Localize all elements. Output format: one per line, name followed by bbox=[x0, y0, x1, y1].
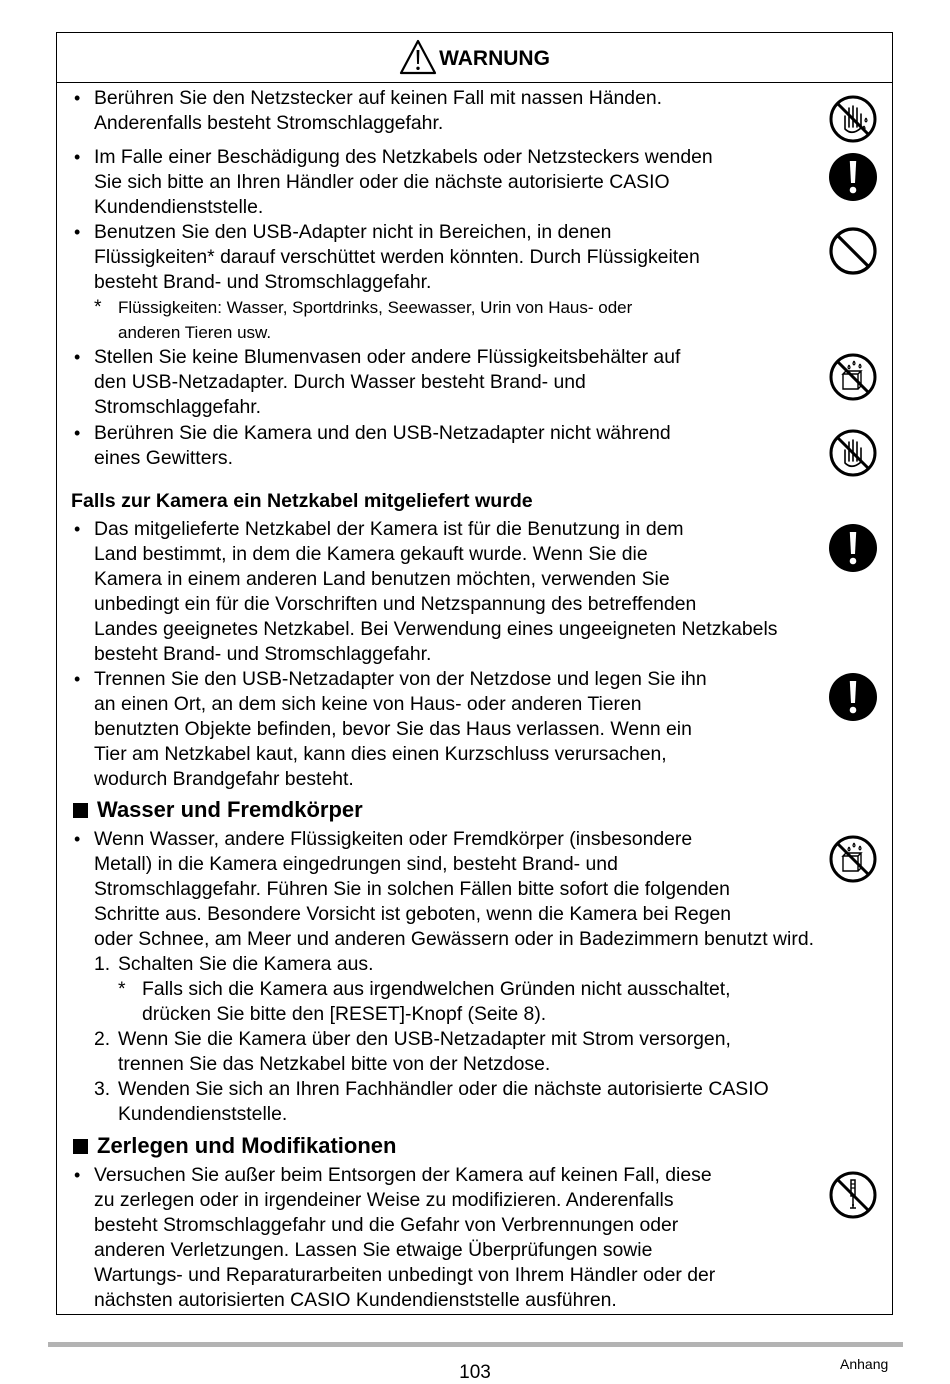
cord-item-2-line-1: Trennen Sie den USB-Netzadapter von der Netzdose und legen Sie ihn bbox=[94, 668, 707, 690]
warning-title: WARNUNG bbox=[439, 47, 550, 70]
step-2-line-1: Wenn Sie die Kamera über den USB-Netzadapter mit Strom versorgen, bbox=[118, 1028, 731, 1050]
no-disassembly-icon bbox=[828, 1170, 878, 1220]
cord-item-2-line-2: an einen Ort, an dem sich keine von Haus- oder anderen Tieren bbox=[94, 693, 642, 715]
disassembly-line-6: nächsten autorisierten CASIO Kundendienststelle ausführen. bbox=[94, 1289, 617, 1311]
disassembly-line-5: Wartungs- und Reparaturarbeiten unbedingt von Ihrem Händler oder der bbox=[94, 1264, 716, 1286]
item-1-line-2: Anderenfalls besteht Stromschlaggefahr. bbox=[94, 112, 444, 134]
step-1-text: Schalten Sie die Kamera aus. bbox=[118, 953, 374, 975]
item-3-line-3: besteht Brand- und Stromschlaggefahr. bbox=[94, 271, 432, 293]
cord-item-2-line-5: wodurch Brandgefahr besteht. bbox=[94, 768, 354, 790]
bullet: • bbox=[74, 147, 81, 167]
step-2-line-2: trennen Sie das Netzkabel bitte von der Netzdose. bbox=[118, 1053, 551, 1075]
cord-item-2-line-4: Tier am Netzkabel kaut, kann dies einen Kurzschluss verursachen, bbox=[94, 743, 667, 765]
item-4-line-2: den USB-Netzadapter. Durch Wasser besteht Brand- und bbox=[94, 371, 586, 393]
bullet: • bbox=[74, 423, 81, 443]
cord-item-1-line-2: Land bestimmt, in dem die Kamera gekauft wurde. Wenn Sie die bbox=[94, 543, 648, 565]
power-cord-heading: Falls zur Kamera ein Netzkabel mitgeliefert wurde bbox=[71, 490, 533, 512]
bullet: • bbox=[74, 669, 81, 689]
item-1-line-1: Berühren Sie den Netzstecker auf keinen Fall mit nassen Händen. bbox=[94, 87, 663, 109]
do-not-touch-icon bbox=[828, 428, 878, 478]
item-4-line-1: Stellen Sie keine Blumenvasen oder andere Flüssigkeitsbehälter auf bbox=[94, 346, 681, 368]
water-line-4: Schritte aus. Besondere Vorsicht ist geboten, wenn die Kamera bei Regen bbox=[94, 903, 732, 925]
water-line-1: Wenn Wasser, andere Flüssigkeiten oder Fremdkörper (insbesondere bbox=[94, 828, 693, 850]
mandatory-action-icon bbox=[828, 672, 878, 722]
step-1-note-line-2: drücken Sie bitte den [RESET]-Knopf (Seite 8). bbox=[142, 1003, 547, 1025]
step-1-note-line-1: Falls sich die Kamera aus irgendwelchen Gründen nicht ausschaltet, bbox=[142, 978, 731, 1000]
footnote-mark: * bbox=[94, 296, 102, 318]
item-3-line-1: Benutzen Sie den USB-Adapter nicht in Bereichen, in denen bbox=[94, 221, 612, 243]
bullet: • bbox=[74, 1165, 81, 1185]
item-5-line-2: eines Gewitters. bbox=[94, 447, 234, 469]
step-1-number: 1. bbox=[94, 953, 111, 975]
section-square-icon bbox=[73, 1139, 88, 1154]
bullet: • bbox=[74, 222, 81, 242]
mandatory-action-icon bbox=[828, 152, 878, 202]
water-line-5: oder Schnee, am Meer und anderen Gewässern oder in Badezimmern benutzt wird. bbox=[94, 928, 814, 950]
disassembly-heading-text: Zerlegen und Modifikationen bbox=[97, 1133, 397, 1158]
disassembly-section-heading bbox=[73, 1133, 396, 1159]
item-2-line-1: Im Falle einer Beschädigung des Netzkabels oder Netzsteckers wenden bbox=[94, 146, 713, 168]
disassembly-line-3: besteht Stromschlaggefahr und die Gefahr von Verbrennungen oder bbox=[94, 1214, 679, 1236]
cord-item-1-line-1: Das mitgelieferte Netzkabel der Kamera ist für die Benutzung in dem bbox=[94, 518, 684, 540]
cord-item-1-line-3: Kamera in einem anderen Land benutzen möchten, verwenden Sie bbox=[94, 568, 670, 590]
no-water-icon bbox=[828, 352, 878, 402]
no-water-icon bbox=[828, 834, 878, 884]
mandatory-action-icon bbox=[828, 523, 878, 573]
item-2-line-2: Sie sich bitte an Ihren Händler oder die nächste autorisierte CASIO bbox=[94, 171, 670, 193]
footnote-line-2: anderen Tieren usw. bbox=[118, 323, 272, 342]
step-3-number: 3. bbox=[94, 1078, 111, 1100]
cord-item-1-line-6: besteht Brand- und Stromschlaggefahr. bbox=[94, 643, 432, 665]
bullet: • bbox=[74, 829, 81, 849]
page-number: 103 bbox=[459, 1362, 491, 1383]
section-square-icon bbox=[73, 803, 88, 818]
cord-item-1-line-5: Landes geeignetes Netzkabel. Bei Verwendung eines ungeeigneten Netzkabels bbox=[94, 618, 778, 640]
step-3-line-1: Wenden Sie sich an Ihren Fachhändler oder die nächste autorisierte CASIO bbox=[118, 1078, 769, 1100]
footer-rule bbox=[48, 1342, 903, 1347]
bullet: • bbox=[74, 88, 81, 108]
warning-triangle-icon bbox=[399, 39, 437, 75]
bullet: • bbox=[74, 519, 81, 539]
step-2-number: 2. bbox=[94, 1028, 111, 1050]
item-3-line-2: Flüssigkeiten* darauf verschüttet werden könnten. Durch Flüssigkeiten bbox=[94, 246, 700, 268]
water-line-2: Metall) in die Kamera eingedrungen sind, besteht Brand- und bbox=[94, 853, 618, 875]
water-line-3: Stromschlaggefahr. Führen Sie in solchen Fällen bitte sofort die folgenden bbox=[94, 878, 730, 900]
footer-section-label: Anhang bbox=[840, 1356, 889, 1372]
disassembly-line-1: Versuchen Sie außer beim Entsorgen der Kamera auf keinen Fall, diese bbox=[94, 1164, 712, 1186]
cord-item-2-line-3: benutzten Objekte befinden, bevor Sie das Haus verlassen. Wenn ein bbox=[94, 718, 692, 740]
prohibited-icon bbox=[828, 226, 878, 276]
item-2-line-3: Kundendienststelle. bbox=[94, 196, 264, 218]
disassembly-line-2: zu zerlegen oder in irgendeiner Weise zu modifizieren. Anderenfalls bbox=[94, 1189, 674, 1211]
step-3-line-2: Kundendienststelle. bbox=[118, 1103, 288, 1125]
water-heading-text: Wasser und Fremdkörper bbox=[97, 797, 363, 822]
item-4-line-3: Stromschlaggefahr. bbox=[94, 396, 262, 418]
item-5-line-1: Berühren Sie die Kamera und den USB-Netzadapter nicht während bbox=[94, 422, 671, 444]
step-1-note-mark: * bbox=[118, 978, 126, 1000]
water-section-heading bbox=[73, 797, 363, 823]
warning-header bbox=[57, 33, 892, 83]
disassembly-line-4: anderen Verletzungen. Lassen Sie etwaige Überprüfungen sowie bbox=[94, 1239, 653, 1261]
footnote-line-1: Flüssigkeiten: Wasser, Sportdrinks, Seewasser, Urin von Haus- oder bbox=[118, 298, 633, 317]
cord-item-1-line-4: unbedingt ein für die Vorschriften und Netzspannung des betreffenden bbox=[94, 593, 697, 615]
no-wet-hands-icon bbox=[828, 94, 878, 144]
bullet: • bbox=[74, 347, 81, 367]
